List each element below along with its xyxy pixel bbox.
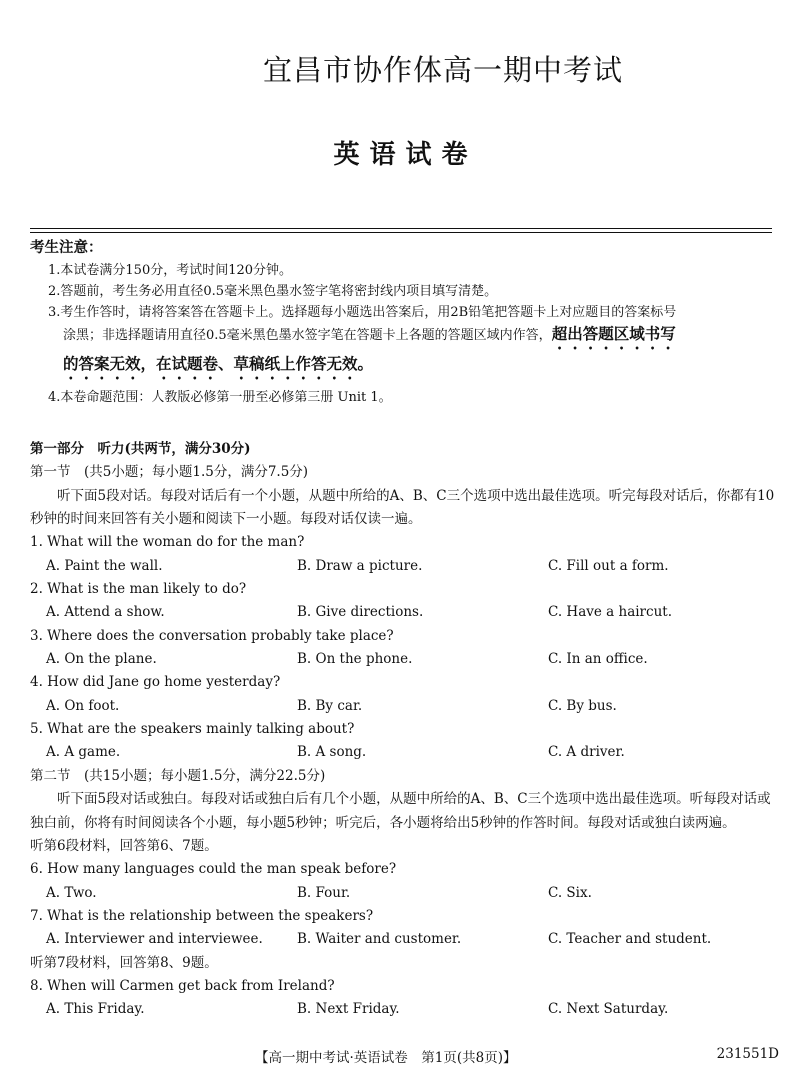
question-options	[30, 741, 778, 764]
header-rule-thin	[30, 232, 772, 233]
exam-title: 宜昌市协作体高一期中考试	[262, 53, 623, 87]
question-options	[30, 998, 778, 1021]
question-stem: 1. What will the woman do for the man?	[30, 534, 305, 551]
notice-item-3-text: 3.考生作答时，请将答案答在答题卡上。选择题每小题选出答案后，用2B铅笔把答题卡上对应题目的答案标号涂黑；非选择题请用直径0.5毫米黑色墨水签字笔在答题卡上各题的答题区域内作答，	[48, 305, 677, 343]
section1-heading: 第一节 (共5小题；每小题1.5分，满分7.5分)	[30, 464, 309, 481]
notice-item-3	[30, 302, 688, 383]
notice-item-3-emphasis: 超出答题区域书写的答案无效，在试题卷、草稿纸上作答无效。	[63, 324, 676, 373]
question-stem: 6. How many languages could the man speak before?	[30, 861, 397, 878]
footer-paper-code: 231551D	[716, 1046, 779, 1062]
question-options	[30, 555, 778, 578]
section2-instructions: 听下面5段对话或独白。每段对话或独白后有几个小题，从题中所给的A、B、C三个选项中选出最佳选项。听每段对话或独白前，你将有时间阅读各个小题，每小题5秒钟；听完后，各小题将给出5秒钟的作答时间。每段对话或独白读两遍。	[30, 791, 771, 831]
option-c: C. Have a haircut.	[548, 604, 672, 621]
header-rule-thick	[30, 228, 772, 229]
option-c: C. A driver.	[548, 744, 625, 761]
question-options	[30, 648, 778, 671]
option-b: B. Draw a picture.	[297, 557, 423, 574]
section2-heading: 第二节 (共15小题；每小题1.5分，满分22.5分)	[30, 767, 326, 784]
notice-heading: 考生注意：	[30, 239, 103, 256]
question-stem: 7. What is the relationship between the speakers?	[30, 907, 374, 924]
option-b: B. Next Friday.	[297, 1001, 400, 1018]
question-options	[30, 601, 778, 624]
listening-part	[30, 438, 778, 1022]
option-c: C. By bus.	[548, 697, 617, 714]
question-stem: 4. How did Jane go home yesterday?	[30, 674, 281, 691]
option-a: A. Paint the wall.	[46, 557, 163, 574]
option-b: B. Four.	[297, 884, 351, 901]
option-c: C. Teacher and student.	[548, 931, 712, 948]
option-c: C. In an office.	[548, 651, 648, 668]
part1-heading: 第一部分 听力(共两节，满分30分)	[30, 441, 251, 457]
exam-subtitle: 英语试卷	[333, 140, 478, 170]
option-a: A. On the plane.	[46, 651, 157, 668]
candidate-notice	[30, 236, 772, 408]
question-stem: 5. What are the speakers mainly talking about?	[30, 721, 355, 738]
section1-instructions: 听下面5段对话。每段对话后有一个小题，从题中所给的A、B、C三个选项中选出最佳选项。听完每段对话后，你都有10秒钟的时间来回答有关小题和阅读下一小题。每段对话仅读一遍。	[30, 487, 775, 528]
option-b: B. Waiter and customer.	[297, 931, 462, 948]
question-options	[30, 882, 778, 905]
option-a: A. A game.	[46, 744, 121, 761]
question-stem: 8. When will Carmen get back from Ireland?	[30, 977, 335, 994]
material-6-instruction: 听第6段材料，回答第6、7题。	[30, 837, 218, 854]
notice-item-1: 1.本试卷满分150分，考试时间120分钟。	[48, 263, 293, 278]
option-b: B. On the phone.	[297, 651, 413, 668]
option-a: A. Attend a show.	[46, 604, 165, 621]
question-options	[30, 695, 778, 718]
option-c: C. Next Saturday.	[548, 1001, 669, 1018]
question-stem: 2. What is the man likely to do?	[30, 581, 247, 598]
question-options	[30, 928, 778, 951]
option-b: B. By car.	[297, 697, 363, 714]
option-c: C. Fill out a form.	[548, 557, 669, 574]
option-a: A. On foot.	[46, 697, 120, 714]
option-b: B. Give directions.	[297, 604, 424, 621]
option-a: A. Two.	[46, 884, 97, 901]
material-7-instruction: 听第7段材料，回答第8、9题。	[30, 954, 218, 971]
notice-item-4: 4.本卷命题范围：人教版必修第一册至必修第三册 Unit 1。	[48, 390, 392, 405]
option-b: B. A song.	[297, 744, 367, 761]
notice-item-2: 2.答题前，考生务必用直径0.5毫米黑色墨水签字笔将密封线内项目填写清楚。	[48, 284, 498, 299]
option-a: A. This Friday.	[46, 1001, 145, 1018]
option-a: A. Interviewer and interviewee.	[46, 931, 263, 948]
footer-page-label: 【高一期中考试·英语试卷 第1页(共8页)】	[255, 1050, 517, 1066]
question-stem: 3. Where does the conversation probably take place?	[30, 627, 394, 644]
option-c: C. Six.	[548, 884, 592, 901]
